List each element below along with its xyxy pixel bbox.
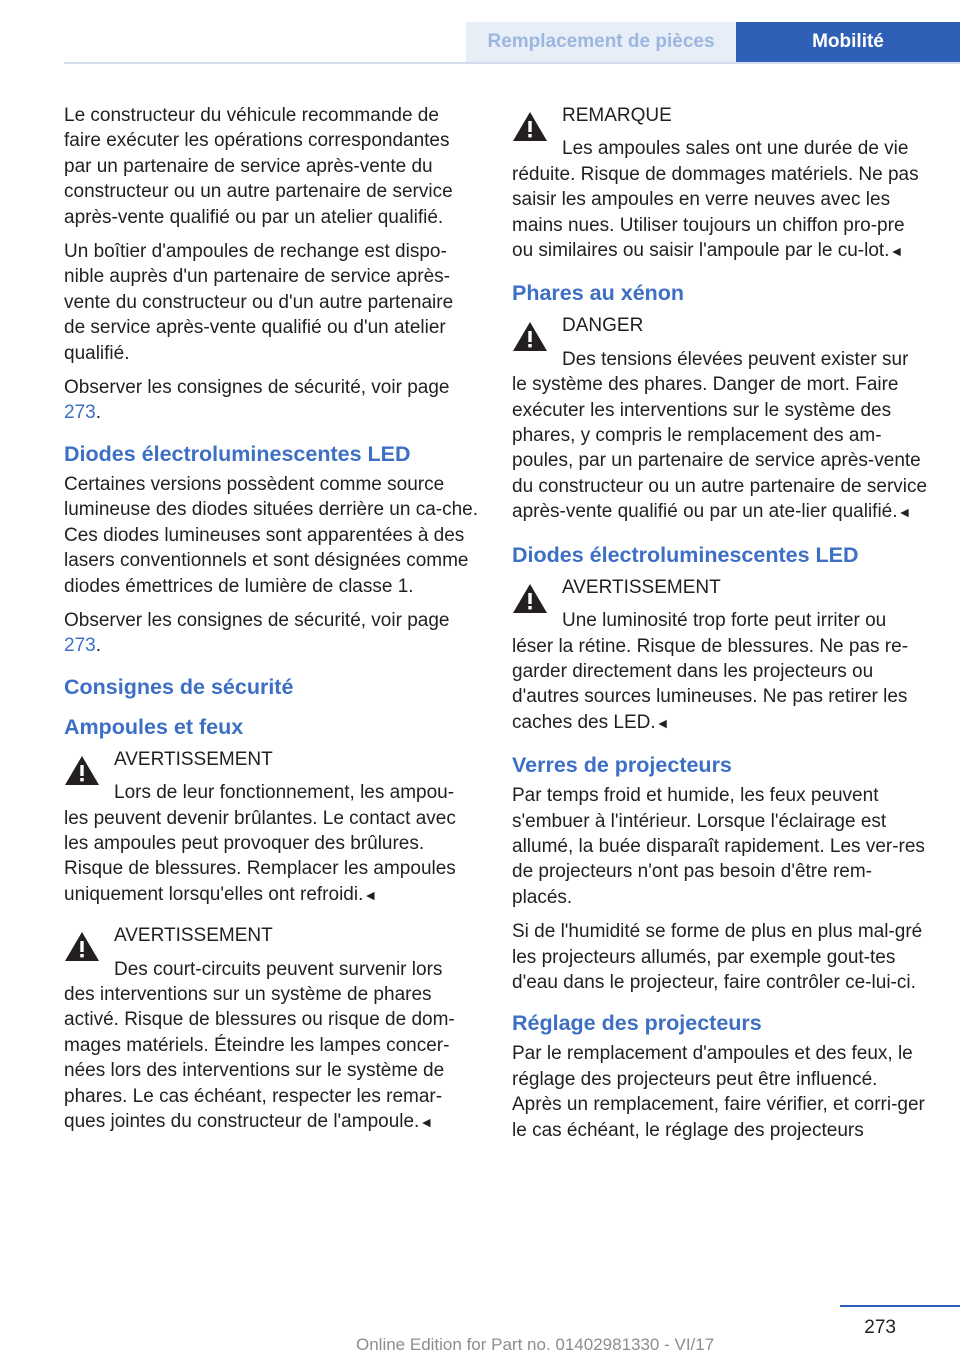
warning-text: Lors de leur fonctionnement, les ampou-les peuvent devenir brûlantes. Le contact avec les ampoules peut provoquer des brûlures. Risque de blessures. Remplacer les ampoules uniquement lorsqu'elles ont refroidi. — [64, 782, 456, 905]
warning-title: DANGER — [562, 315, 644, 337]
section-heading: Réglage des projecteurs — [512, 1011, 762, 1036]
section-heading: Diodes électroluminescentes LED — [512, 542, 859, 567]
warning-text: Les ampoules sales ont une durée de vie réduite. Risque de dommages matériels. Ne pas saisir les ampoules en verre neuves avec les mains nues. Utiliser toujours un chiffon pro-pre ou similaires ou saisir l'ampoule par le cu-lot. — [512, 138, 919, 262]
paragraph: Certaines versions possèdent comme source lumineuse des diodes situées derrière un ca-che. Ces diodes lumineuses sont apparentées à des lasers conventionnels et sont désignées comme diodes émettrices de lumière de classe 1. — [64, 473, 479, 597]
warning-title: REMARQUE — [562, 105, 672, 126]
end-mark-icon: ◄ — [889, 243, 904, 260]
page-link[interactable]: 273 — [64, 402, 96, 424]
header-section-tab: Remplacement de pièces — [466, 22, 736, 62]
paragraph: Observer les consignes de sécurité, voir page 273. — [64, 609, 450, 657]
warning-triangle-icon — [64, 755, 100, 786]
header-chapter-tab: Mobilité — [736, 22, 960, 62]
warning-text: Des tensions élevées peuvent exister sur le système des phares. Danger de mort. Faire exécuter les interventions sur le système des phares, y compris le remplacement des am-poules, par un partenaire de service après-vente du constructeur ou un autre partenaire de service après-vente qualifié ou par un ate-lier qualifié. — [512, 348, 928, 523]
warning-triangle-icon — [64, 931, 100, 962]
warning-block — [512, 313, 928, 524]
warning-triangle-icon — [512, 321, 548, 352]
page-number: 273 — [864, 1317, 896, 1338]
paragraph: Par temps froid et humide, les feux peuvent s'embuer à l'intérieur. Lorsque l'éclairage est allumé, la buée disparaît rapidement. Les ver-res de projecteurs n'ont pas besoin d'être rem-placés. — [512, 785, 925, 908]
left-column — [64, 103, 478, 1150]
warning-text: Une luminosité trop forte peut irriter ou léser la rétine. Risque de blessures. Ne pas re-garder directement dans les projecteurs ou d'autres sources lumineuses. Ne pas retirer les caches des LED. — [512, 610, 909, 733]
warning-triangle-icon — [512, 111, 548, 142]
section-heading: Diodes électroluminescentes LED — [64, 441, 411, 466]
warning-block — [64, 747, 478, 907]
warning-title: AVERTISSEMENT — [562, 576, 721, 598]
end-mark-icon: ◄ — [655, 714, 670, 731]
warning-block — [64, 923, 478, 1134]
warning-title: AVERTISSEMENT — [114, 925, 273, 947]
paragraph-text: Observer les consignes de sécurité, voir page — [64, 609, 450, 631]
warning-title: AVERTISSEMENT — [114, 748, 273, 770]
footer-rule — [840, 1305, 960, 1307]
warning-block — [512, 575, 928, 735]
warning-text: Des court-circuits peuvent survenir lors des interventions sur un système de phares activé. Risque de blessures ou risque de dom-mages matériels. Éteindre les lampes concer-nées lors des interventions sur le système de phares. Le cas échéant, respecter les remar-ques jointes du constructeur de l'ampoule. — [64, 958, 455, 1132]
right-column — [512, 103, 928, 1152]
paragraph: Observer les consignes de sécurité, voir page 273. — [64, 377, 450, 424]
paragraph: Un boîtier d'ampoules de rechange est dispo-nible auprès d'un partenaire de service après-vente du constructeur ou d'un autre partenaire de service après-vente qualifié ou d'un atelier qualifié. — [64, 241, 454, 364]
section-heading: Ampoules et feux — [64, 714, 244, 739]
paragraph: Si de l'humidité se forme de plus en plus mal-gré les projecteurs allumés, par exemple gout-tes d'eau dans le projecteur, faire contrôler ce-lui-ci. — [512, 921, 923, 993]
section-heading: Phares au xénon — [512, 281, 685, 306]
paragraph-text: Observer les consignes de sécurité, voir page — [64, 377, 450, 399]
paragraph: Le constructeur du véhicule recommande de faire exécuter les opérations correspondantes par un partenaire de service après-vente du constructeur ou un autre partenaire de service après-vente qualifié ou par un atelier qualifié. — [64, 105, 453, 228]
edition-note: Online Edition for Part no. 01402981330 - VI/17 — [356, 1335, 715, 1354]
warning-triangle-icon — [512, 583, 548, 614]
end-mark-icon: ◄ — [419, 1114, 434, 1130]
end-mark-icon: ◄ — [363, 886, 378, 903]
page-link[interactable]: 273 — [64, 635, 96, 657]
chapter-heading: Consignes de sécurité — [64, 674, 294, 699]
section-heading: Verres de projecteurs — [512, 753, 732, 778]
warning-block — [512, 103, 928, 263]
header-rule — [64, 62, 960, 64]
paragraph: Par le remplacement d'ampoules et des feux, le réglage des projecteurs peut être influencé. Après un remplacement, faire vérifier, et corri-ger le cas échéant, le réglage des projecteurs — [512, 1043, 925, 1141]
end-mark-icon: ◄ — [897, 504, 912, 521]
